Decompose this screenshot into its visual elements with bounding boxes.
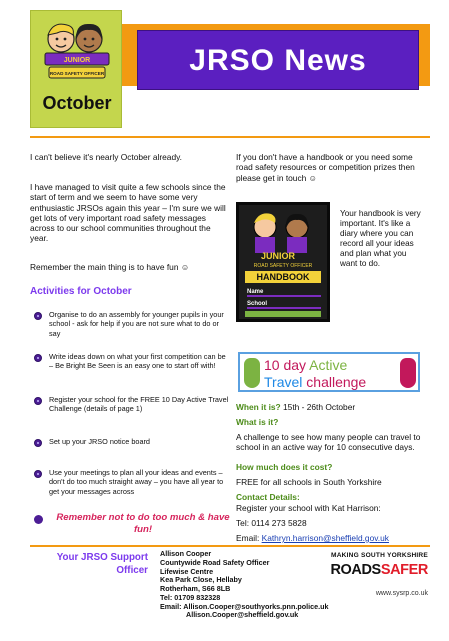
bullet-icon xyxy=(34,397,42,405)
when-value: 15th - 26th October xyxy=(283,402,356,412)
contact-label: Contact Details: xyxy=(236,492,300,502)
activity-item: Set up your JRSO notice board xyxy=(34,437,229,446)
jrso-mascot-logo xyxy=(39,19,115,83)
logo-rso-text: ROAD SAFETY OFFICER xyxy=(49,71,105,76)
intro-paragraph-3: Remember the main thing is to have fun ☺ xyxy=(30,262,190,272)
intro-paragraph-1: I can't believe it's nearly October already. xyxy=(30,152,183,162)
newsletter-title: JRSO News xyxy=(189,44,367,77)
bullet-icon xyxy=(34,515,43,524)
logo-junior-text: JUNIOR xyxy=(63,57,91,64)
footprint-icon xyxy=(244,358,260,388)
officer-address: Allison Cooper Countywide Road Safety Officer Lifewise Centre Kea Park Close, Hellaby Rotherham, S66 8LB Tel: 01709 832328 Email: Allison.Cooper@southyorks.pnn.police.uk Allison.Cooper@sheffield.gov.uk xyxy=(160,549,329,620)
contact-email-link[interactable]: Kathryn.harrison@sheffield.gov.uk xyxy=(261,533,389,543)
what-label: What is it? xyxy=(236,417,279,427)
handbook-intro: If you don't have a handbook or you need some road safety resources or competition prizes then please get in touch ☺ xyxy=(236,152,415,183)
footprint-icon xyxy=(400,358,416,388)
footer-divider xyxy=(30,545,430,547)
contact-phone: Tel: 0114 273 5828 xyxy=(236,518,307,528)
active-travel-challenge-logo xyxy=(238,352,420,392)
activity-item: Use your meetings to plan all your ideas and events – don't do too much straight away – you have all year to get your messages across xyxy=(34,468,229,496)
atc-line-2: Travel challenge xyxy=(264,374,367,390)
email-label: Email: xyxy=(236,533,260,543)
what-value: A challenge to see how many people can travel to school in an active way for 10 consecutive days. xyxy=(236,432,421,453)
handbook-image xyxy=(236,202,330,322)
bullet-icon xyxy=(34,439,42,447)
handbook-school-text: School xyxy=(247,301,268,307)
atc-line-1: 10 day Active xyxy=(264,357,348,373)
handbook-cover-art xyxy=(239,205,327,319)
remember-note: Remember not to do too much & have fun! xyxy=(34,512,234,535)
when-row xyxy=(236,402,426,412)
handbook-rso-text: ROAD SAFETY OFFICER xyxy=(253,263,313,269)
activity-item: Register your school for the FREE 10 Day Active Travel Challenge (details of page 1) xyxy=(34,395,229,414)
roads-safer-logo: MAKING SOUTH YORKSHIRE ROADSSAFER www.sysrp.co.uk xyxy=(330,552,428,597)
bullet-icon xyxy=(34,312,42,320)
contact-value: Register your school with Kat Harrison: xyxy=(236,503,381,513)
issue-month: October xyxy=(42,93,112,113)
website-link[interactable]: www.sysrp.co.uk xyxy=(375,590,428,597)
when-label: When it is? xyxy=(236,402,281,412)
activity-item: Organise to do an assembly for younger pupils in your school - ask for help if you are not sure what to do or say xyxy=(34,310,229,338)
handbook-description: Your handbook is very important. It's like a diary where you can record all your ideas and plan what you want to do. xyxy=(340,209,421,268)
contact-email-row xyxy=(236,533,426,543)
bullet-icon xyxy=(34,354,42,362)
intro-paragraph-2: I have managed to visit quite a few schools since the start of term and we seem to have some very enthusiastic JRSOs again this year – I'm sure we will get lots of very important road safety messages across to our school communities throughout the year. xyxy=(30,182,226,244)
title-banner xyxy=(137,30,419,90)
cost-value: FREE for all schools in South Yorkshire xyxy=(236,477,382,487)
handbook-title-text: HANDBOOK xyxy=(256,272,310,282)
bullet-icon xyxy=(34,470,42,478)
handbook-name-text: Name xyxy=(247,289,264,295)
activities-heading: Activities for October xyxy=(30,286,132,297)
header-divider xyxy=(30,136,430,138)
activity-item: Write ideas down on what your first competition can be – Be Bright Be Seen is an easy one to start off with! xyxy=(34,352,229,371)
handbook-junior-text: JUNIOR xyxy=(261,251,296,261)
cost-label: How much does it cost? xyxy=(236,462,333,472)
support-officer-heading: Your JRSO Support Officer xyxy=(56,552,148,576)
jrso-logo-box xyxy=(30,10,122,128)
